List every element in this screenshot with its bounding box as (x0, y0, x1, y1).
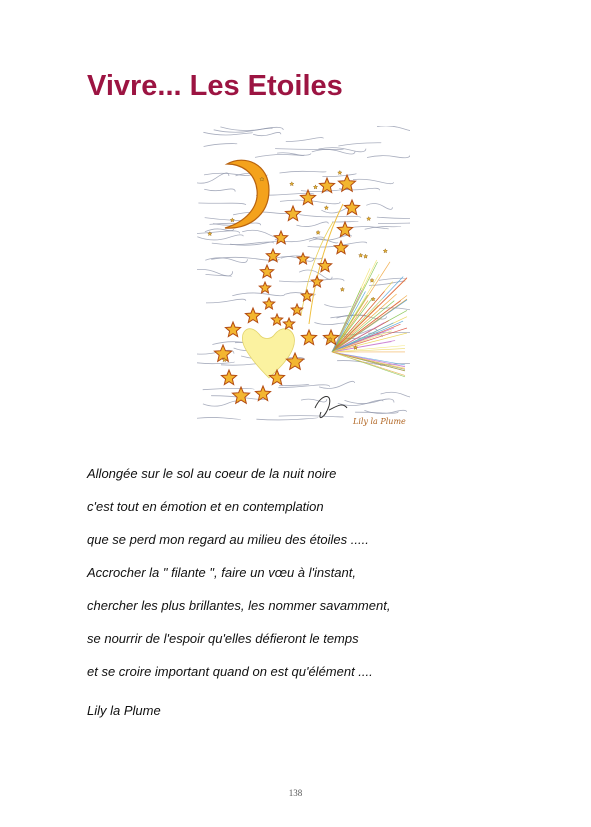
sky-scribble (220, 127, 283, 131)
sky-scribble (353, 179, 394, 183)
illustration-drawing (197, 126, 410, 432)
star-icon (263, 298, 274, 309)
small-star-icon (290, 182, 294, 186)
sky-scribble (197, 235, 243, 240)
small-star-icon (316, 230, 320, 234)
sky-scribble (197, 231, 240, 234)
poem-line: Allongée sur le sol au coeur de la nuit noire (87, 466, 337, 481)
star-icon (259, 282, 270, 293)
sky-scribble (381, 392, 410, 397)
sky-scribble (338, 143, 381, 146)
poem-line: Accrocher la " filante ", faire un vœu à l'instant, (87, 565, 356, 580)
handwritten-mark (315, 396, 347, 417)
sky-scribble (299, 215, 361, 218)
sky-scribble (203, 401, 239, 406)
poem (87, 466, 557, 697)
small-star-icon (338, 171, 342, 175)
moon-icon (225, 160, 269, 228)
heart-shape (242, 329, 294, 378)
star-icon (255, 386, 270, 401)
small-star-icon (370, 278, 374, 282)
poem-line: se nourrir de l'espoir qu'elles défieront le temps (87, 631, 359, 646)
small-star-icon (383, 249, 387, 253)
sky-scribble (314, 323, 348, 326)
small-star-icon (367, 217, 371, 221)
sky-scribble (377, 216, 410, 218)
star-icon (300, 190, 315, 205)
sky-scribble (313, 235, 351, 240)
star-icon (221, 370, 236, 385)
poem-signature: Lily la Plume (87, 703, 161, 718)
sky-scribble (232, 293, 284, 296)
sky-scribble (338, 400, 383, 405)
star-icon (225, 322, 240, 337)
sky-scribble (204, 144, 237, 147)
poem-line: que se perd mon regard au milieu des étoiles ..... (87, 532, 369, 547)
poem-line: c'est tout en émotion et en contemplation (87, 499, 324, 514)
illustration-signature: Lily la Plume (353, 417, 406, 426)
sky-scribble (312, 150, 355, 155)
page-number: 138 (288, 788, 303, 798)
sky-scribble (197, 417, 241, 419)
star-icon (301, 330, 316, 345)
star-icon (344, 200, 359, 215)
star-icon (285, 206, 300, 221)
sky-scribble (366, 204, 392, 210)
small-star-icon (364, 254, 368, 258)
sky-scribble (256, 418, 318, 420)
sky-scribble (206, 299, 246, 303)
star-icon (319, 178, 334, 193)
sky-scribble (197, 173, 229, 183)
sky-scribble (296, 222, 328, 227)
small-star-icon (371, 297, 375, 301)
sky-scribble (255, 153, 311, 157)
sky-scribble (275, 149, 344, 150)
poem-line: chercher les plus brillantes, les nommer savamment, (87, 598, 391, 613)
small-star-icon (313, 185, 317, 189)
sky-scribble (204, 189, 235, 192)
star-icon (291, 304, 302, 315)
small-star-icon (230, 218, 234, 222)
star-icon (271, 314, 282, 325)
star-icon (318, 259, 331, 272)
sky-scribble (301, 399, 327, 402)
small-star-icon (359, 253, 363, 257)
star-icon (337, 222, 352, 237)
star-icon (301, 290, 312, 301)
star-icon (311, 276, 322, 287)
sky-scribble (253, 132, 281, 135)
sky-scribble (279, 384, 309, 386)
sky-scribble (367, 155, 410, 158)
sky-scribble (377, 126, 410, 131)
star-icon (297, 253, 308, 264)
star-icon (214, 345, 231, 361)
star-icon (283, 318, 294, 329)
sky-scribble (378, 223, 410, 224)
sky-scribble (205, 258, 247, 263)
small-star-icon (324, 206, 328, 210)
sky-scribble (280, 171, 327, 173)
page-title: Vivre... Les Etoiles (87, 70, 343, 102)
sky-scribble (299, 270, 332, 279)
sky-scribble (203, 132, 252, 135)
sky-scribble (198, 203, 245, 205)
sky-scribble (279, 416, 344, 417)
star-illustration (197, 126, 410, 432)
star-icon (245, 308, 260, 323)
small-star-icon (340, 287, 344, 291)
poem-line: et se croire important quand on est qu'élément .... (87, 664, 373, 679)
sky-scribble (324, 305, 351, 308)
sky-scribble (203, 388, 255, 389)
sky-scribble (286, 138, 324, 142)
star-icon (274, 231, 287, 244)
sky-scribble (206, 274, 232, 276)
star-icon (260, 265, 273, 278)
